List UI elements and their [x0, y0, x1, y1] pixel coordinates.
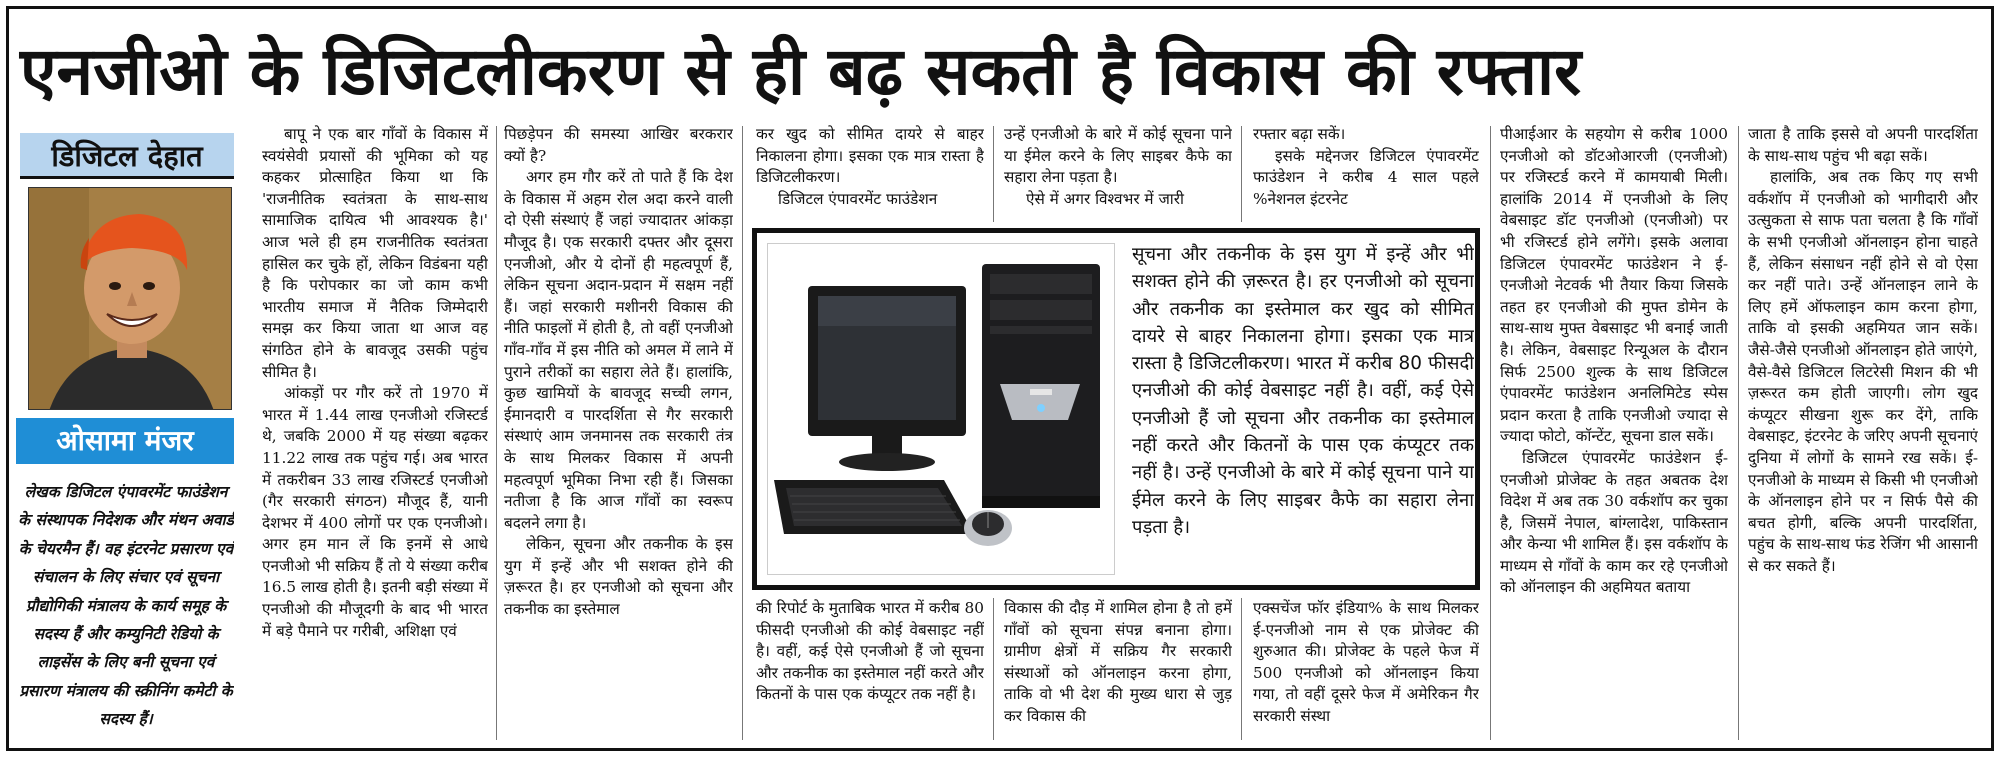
column-badge: डिजिटल देहात	[20, 133, 234, 179]
article-column-5-bottom	[1253, 598, 1479, 744]
author-portrait-photo	[28, 187, 232, 410]
feature-box	[752, 228, 1480, 590]
paragraph: आंकड़ों पर गौर करें तो 1970 में भारत में 1.44 लाख एनजीओ रजिस्टर्ड थे, जबकि 2000 में यह संख्या बढ़कर 11.22 लाख तक पहुंच गई। अब भारत में तकरीबन 33 लाख रजिस्टर्ड एनजीओ (गैर सरकारी संगठन) मौजूद हैं, यानी देशभर में 400 लोगों पर एक एनजीओ। अगर हम मान लें कि इनमें से आधे एनजीओ भी सक्रिय हैं तो ये संख्या करीब 16.5 लाख होती है। इतनी बड़ी संख्या में एनजीओ की मौजूदगी के बाद भी भारत में बड़े पैमाने पर गरीबी, अशिक्षा एवं	[262, 384, 488, 640]
article-column-4-top	[1004, 124, 1232, 218]
paragraph: डिजिटल एंपावरमेंट फाउंडेशन	[778, 189, 938, 208]
column-divider	[496, 126, 497, 740]
column-divider	[742, 126, 743, 740]
article-column-3-top	[756, 124, 984, 218]
paragraph: ऐसे में अगर विश्वभर में जारी	[1026, 189, 1184, 208]
paragraph: इसके मद्देनजर डिजिटल एंपावरमेंट फाउंडेशन ने करीब 4 साल पहले %नेशनल इंटरनेट	[1253, 146, 1479, 208]
column-divider	[993, 126, 994, 222]
article-column-5-top	[1253, 124, 1479, 218]
computer-icon	[768, 244, 1114, 574]
author-portrait-icon	[29, 188, 232, 410]
pull-quote: सूचना और तकनीक के इस युग में इन्हें और भी सशक्त होने की ज़रूरत है। हर एनजीओ को सूचना और तकनीक का इस्तेमाल कर खुद को सीमित दायरे से बाहर निकालना होगा। इसका एक मात्र रास्ता है डिजिटलीकरण। भारत में करीब 80 फीसदी एनजीओ की कोई वेबसाइट नहीं है। वहीं, कई ऐसे एनजीओ हैं जो सूचना और तकनीक का इस्तेमाल नहीं करते और कितनों के पास एक कंप्यूटर तक नहीं है। उन्हें एनजीओ के बारे में कोई सूचना पाने या ईमेल करने के लिए साइबर कैफे का सहारा लेना पड़ता है।	[1132, 244, 1474, 538]
paragraph: पीआईआर के सहयोग से करीब 1000 एनजीओ को डॉटओआरजी (एनजीओ) पर रजिस्टर्ड करने में कामयाबी मिली। हालांकि 2014 में एनजीओ के लिए वेबसाइट डॉट एनजीओ (एनजीओ) पर भी रजिस्टर्ड होने लगेंगे। इसके अलावा डिजिटल एंपावरमेंट फाउंडेशन ने ई-एनजीओ नेटवर्क भी तैयार किया जिसके तहत हर एनजीओ की मुफ्त डोमेन के साथ-साथ मुफ्त वेबसाइट भी बनाई जाती है। लेकिन, वेबसाइट रिन्यूअल के दौरान सिर्फ 2500 शुल्क के साथ डिजिटल एंपावरमेंट फाउंडेशन अनलिमिटेड स्पेस प्रदान करता है ताकि एनजीओ ज्यादा से ज्यादा फोटो, कॉन्टेंट, सूचना डाल सकें।	[1500, 125, 1728, 446]
article-column-4-bottom	[1004, 598, 1232, 744]
column-divider	[1490, 126, 1491, 740]
paragraph: उन्हें एनजीओ के बारे में कोई सूचना पाने या ईमेल करने के लिए साइबर कैफे का सहारा लेना पड़ता है।	[1004, 125, 1232, 187]
paragraph: पिछड़ेपन की समस्या आखिर बरकरार क्यों है?	[504, 125, 733, 165]
column-divider	[1241, 598, 1242, 740]
paragraph: एक्सचेंज फॉर इंडिया% के साथ मिलकर ई-एनजीओ नाम से एक प्रोजेक्ट की शुरुआत की। प्रोजेक्ट के पहले फेज में 500 एनजीओ को ऑनलाइन किया गया, तो वहीं दूसरे फेज में अमेरिकन गैर सरकारी संस्था	[1253, 599, 1479, 725]
paragraph: की रिपोर्ट के मुताबिक भारत में करीब 80 फीसदी एनजीओ की कोई वेबसाइट नहीं है। वहीं, कई ऐसे एनजीओ हैं जो सूचना और तकनीक का इस्तेमाल नहीं करते और कितनों के पास एक कंप्यूटर तक नहीं है।	[756, 599, 984, 704]
article-column-2	[504, 124, 733, 744]
column-divider	[993, 598, 994, 740]
column-divider	[1738, 126, 1739, 740]
author-bio: लेखक डिजिटल एंपावरमेंट फाउंडेशन के संस्थापक निदेशक और मंथन अवार्ड के चेयरमैन हैं। वह इंटरनेट प्रसारण एवं संचालन के लिए संचार एवं सूचना प्रौद्योगिकी मंत्रालय के कार्य समूह के सदस्य हैं और कम्युनिटी रेडियो के लाइसेंस के लिए बनी सूचना एवं प्रसारण मंत्रालय की स्क्रीनिंग कमेटी के सदस्य हैं।	[18, 482, 234, 729]
paragraph: रफ्तार बढ़ा सकें।	[1253, 125, 1346, 143]
article-column-1	[262, 124, 488, 744]
paragraph: अगर हम गौर करें तो पाते हैं कि देश के विकास में अहम रोल अदा करने वाली दो ऐसी संस्थाएं हैं जहां ज्यादातर आंकड़ा मौजूद है। एक सरकारी दफ्तर और दूसरा एनजीओ, और ये दोनों ही महत्वपूर्ण हैं, लेकिन सूचना अदान-प्रदान में सक्षम नहीं हैं। जहां सरकारी मशीनरी विकास की नीति फाइलों में होती है, तो वहीं एनजीओ गाँव-गाँव में इस नीति को अमल में लाने में पुराने तरीकों का सहारा लेते हैं। हालांकि, कुछ खामियों के बावजूद सच्ची लगन, ईमानदारी व पारदर्शिता से गैर सरकारी संस्थाएं आम जनमानस तक सरकारी तंत्र के साथ मिलकर विकास में अपनी महत्वपूर्ण भूमिका निभा रही हैं। जिसका नतीजा है कि आज गाँवों का स्वरूप बदलने लगा है।	[504, 168, 733, 532]
paragraph: कर खुद को सीमित दायरे से बाहर निकालना होगा। इसका एक मात्र रास्ता है डिजिटलीकरण।	[756, 125, 984, 187]
author-name: ओसामा मंजर	[16, 418, 234, 464]
article-column-7	[1748, 124, 1978, 744]
paragraph: विकास की दौड़ में शामिल होना है तो हमें गाँवों को सूचना संपन्न बनाना होगा। ग्रामीण क्षेत्रों में सक्रिय गैर सरकारी संस्थाओं को ऑनलाइन करना होगा, ताकि वो भी देश की मुख्य धारा से जुड़ कर विकास की	[1004, 599, 1232, 725]
paragraph: लेकिन, सूचना और तकनीक के इस युग में इन्हें और भी सशक्त होने की ज़रूरत है। हर एनजीओ को सूचना और तकनीक का इस्तेमाल	[504, 535, 733, 619]
paragraph: बापू ने एक बार गाँवों के विकास में स्वयंसेवी प्रयासों की भूमिका को यह कहकर प्रोत्साहित किया था कि 'राजनीतिक स्वतंत्रता के साथ-साथ सामाजिक दायित्व भी आवश्यक है।' आज भले ही हम राजनीतिक स्वतंत्रता हासिल कर चुके हों, लेकिन विडंबना यही है कि परोपकार का जो काम कभी भारतीय समाज में नैतिक जिम्मेदारी समझ कर किया जाता था आज वह संगठित होने के बावजूद उसकी पहुंच सीमित है।	[262, 125, 488, 381]
paragraph: हालांकि, अब तक किए गए सभी वर्कशॉप में एनजीओ को भागीदारी और उत्सुकता से साफ पता चलता है कि गाँवों के सभी एनजीओ ऑनलाइन होना चाहते हैं, लेकिन संसाधन नहीं होने से वो ऐसा कर नहीं पाते। उन्हें ऑनलाइन लाने के लिए हमें ऑफलाइन काम करना होगा, ताकि वो इसकी अहमियत जान सकें। जैसे-जैसे एनजीओ ऑनलाइन होते जाएंगे, वैसे-वैसे डिजिटल लिटरेसी मिशन की भी ज़रूरत कम होती जाएगी। लोग खुद कंप्यूटर सीखना शुरू कर देंगे, ताकि वेबसाइट, इंटरनेट के जरिए अपनी सूचनाएं दुनिया में लोगों के सामने रख सकें। ई-एनजीओ के माध्यम से किसी भी एनजीओ के ऑनलाइन होने पर न सिर्फ पैसे की बचत होगी, बल्कि अपनी पारदर्शिता, पहुंच के साथ-साथ फंड रेजिंग भी आसानी से कर सकते हैं।	[1748, 168, 1978, 575]
paragraph: डिजिटल एंपावरमेंट फाउंडेशन ई-एनजीओ प्रोजेक्ट के तहत अबतक देश विदेश में अब तक 30 वर्कशॉप कर चुका है, जिसमें नेपाल, बांग्लादेश, पाकिस्तान और केन्या भी शामिल हैं। इस वर्कशॉप के माध्यम से गाँवों के काम कर रहे एनजीओ को ऑनलाइन की अहमियत बताया	[1500, 448, 1728, 597]
headline: एनजीओ के डिजिटलीकरण से ही बढ़ सकती है विकास की रफ्तार	[20, 33, 1582, 110]
article-column-6	[1500, 124, 1728, 744]
article-column-3-bottom	[756, 598, 984, 744]
paragraph: जाता है ताकि इससे वो अपनी पारदर्शिता के साथ-साथ पहुंच भी बढ़ा सकें।	[1748, 125, 1978, 165]
desktop-computer-photo	[767, 243, 1115, 575]
column-divider	[1241, 126, 1242, 222]
